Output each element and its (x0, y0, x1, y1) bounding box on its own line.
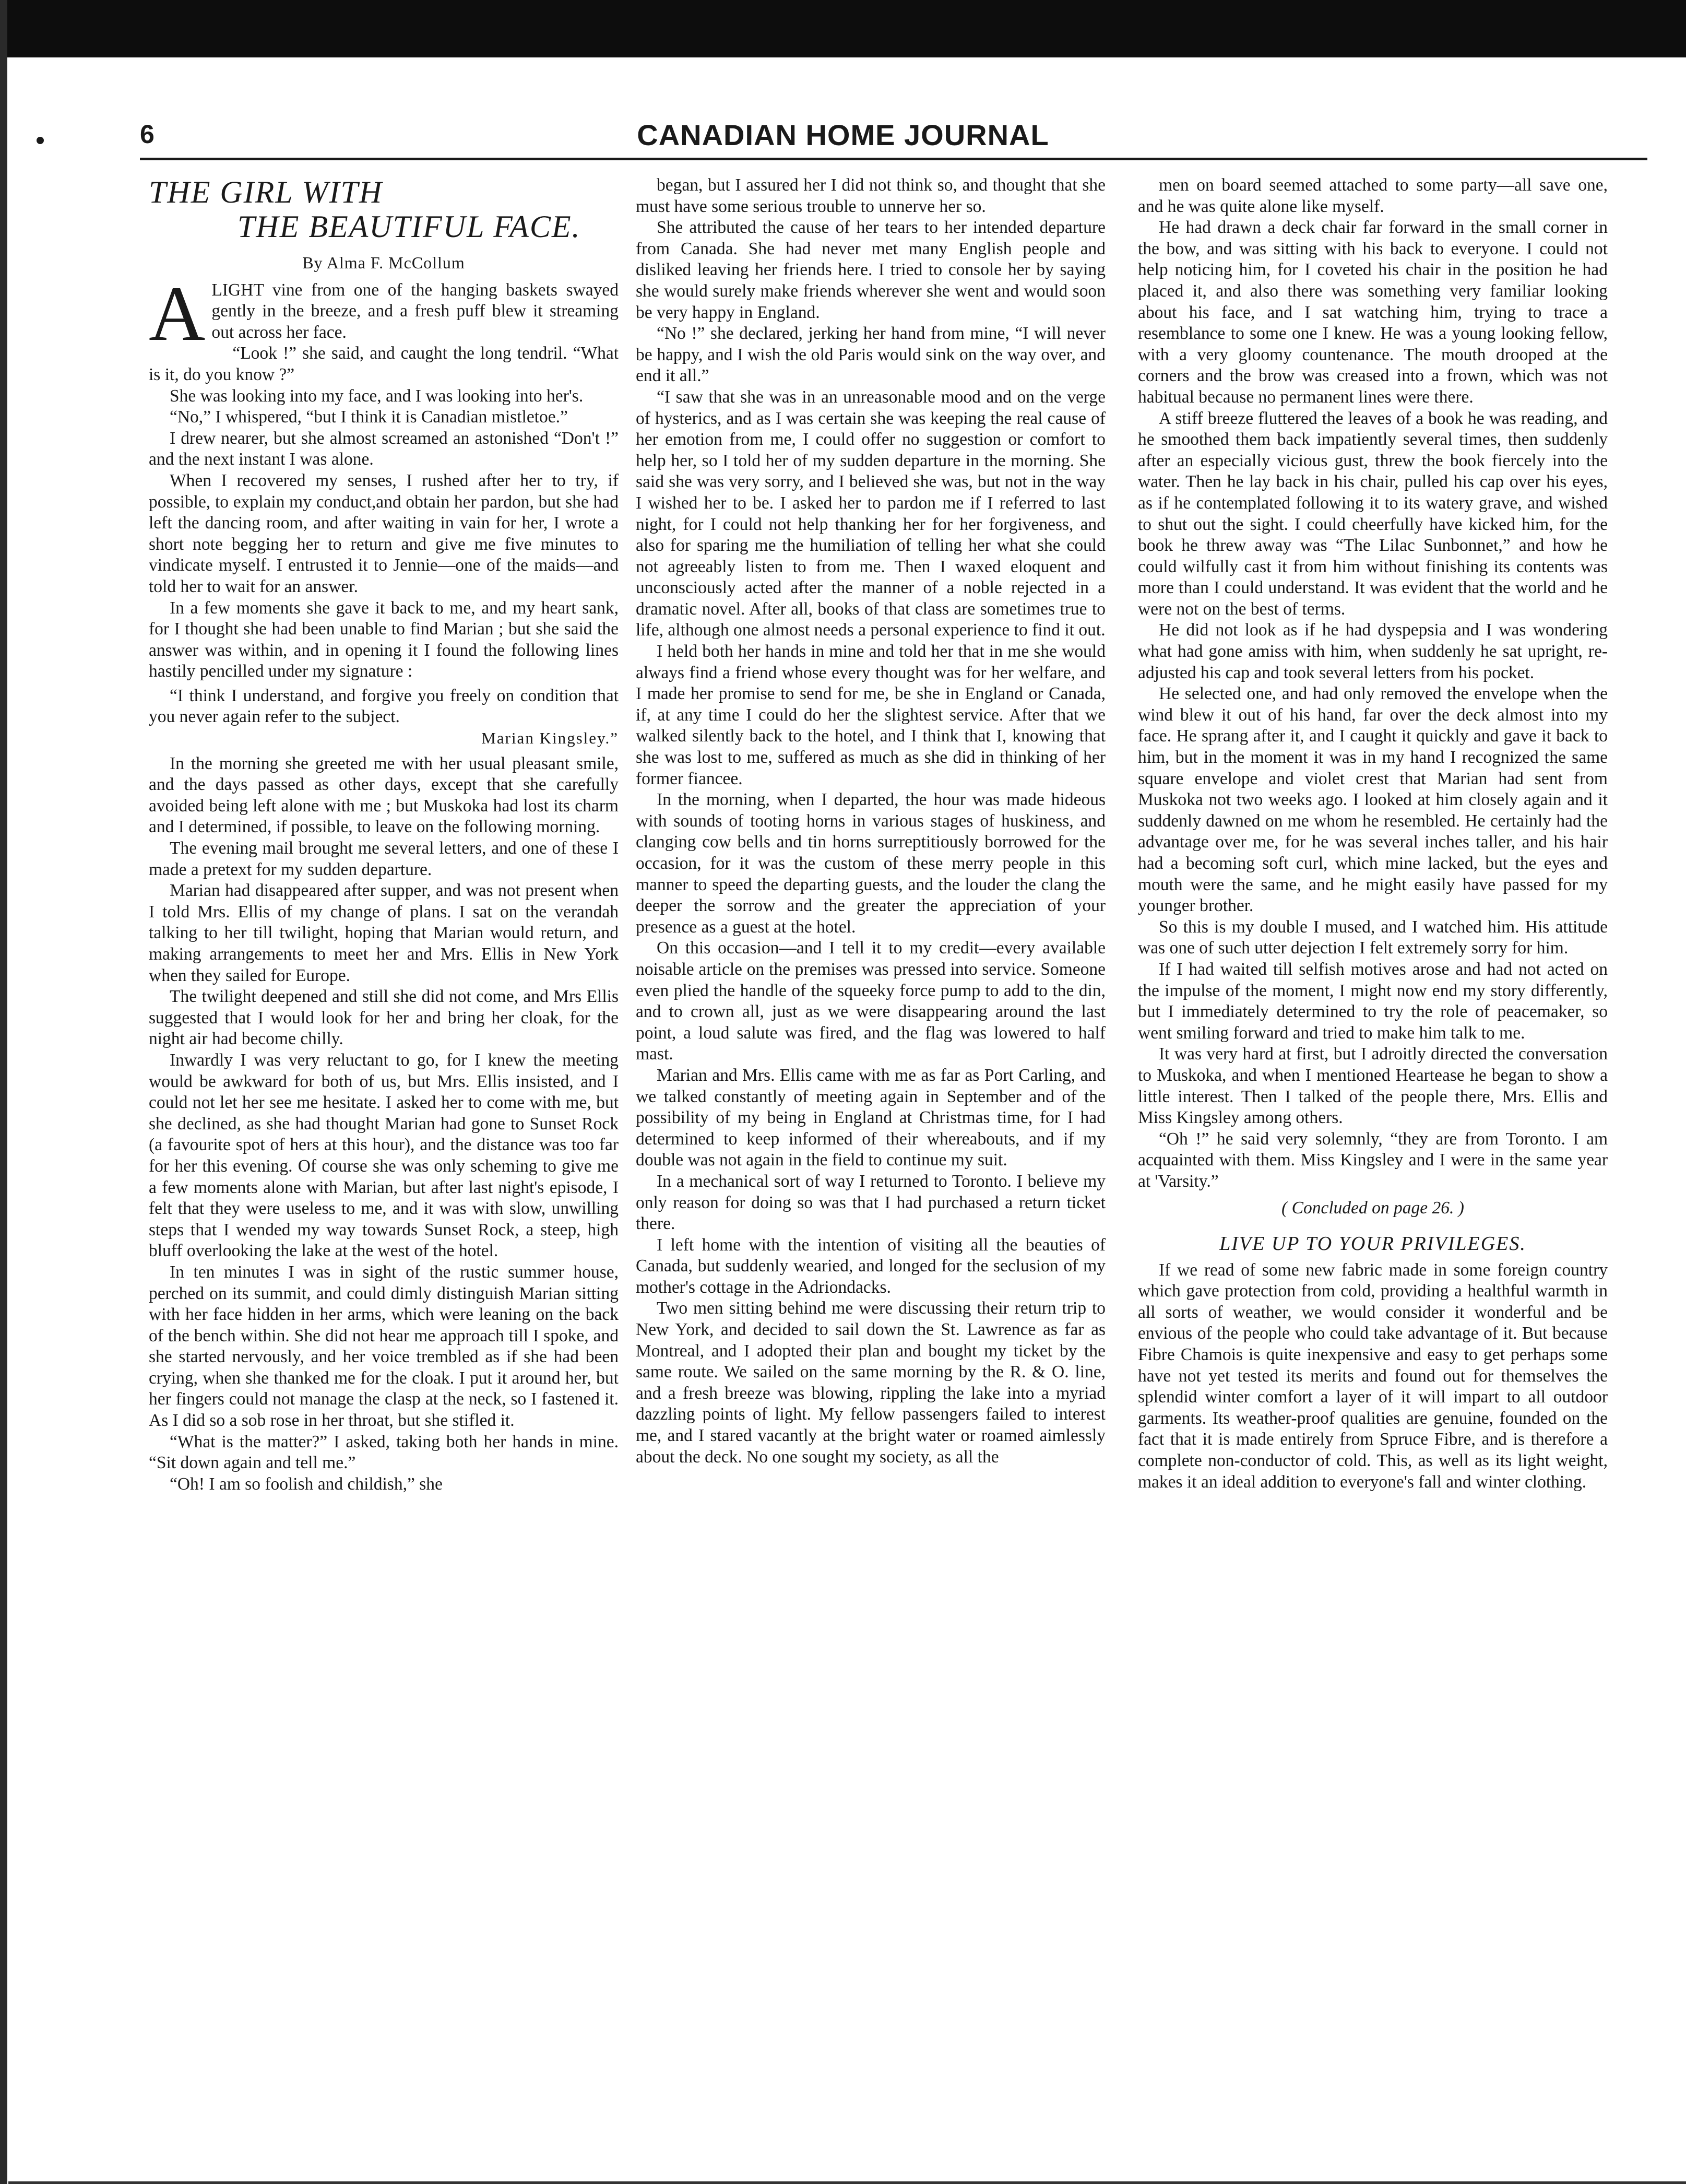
scan-left-border (0, 0, 7, 2184)
story-paragraph: “I saw that she was in an unreasonable mood and on the verge of hysterics, and as I was certain she was keeping the real cause of her emotion from me, I could offer no suggestion or comfort to help her, so I told her of my sudden departure in the morning. She said she was very sorry, and I believed she was, but not in the way I wished her to be. I asked her to pardon me if I referred to last night, for I could not help thanking her for her forgiveness, and also for sparing me the humiliation of telling her what she could not agreeably listen to from me. Then I waxed eloquent and unconsciously acted after the manner of a noble rejected in a dramatic novel. After all, books of that class are sometimes true to life, although one almost needs a personal experience to find it out. (636, 387, 1106, 640)
story-paragraph: “No !” she declared, jerking her hand from mine, “I will never be happy, and I wish the old Paris would sink on the way over, and end it all.” (636, 324, 1106, 386)
column-3-paragraphs (1138, 175, 1608, 1193)
story-title-line-2: THE BEAUTIFUL FACE. (238, 209, 581, 244)
story-title-line-1: THE GIRL WITH (149, 175, 383, 209)
story-paragraph: “No,” I whispered, “but I think it is Canadian mistletoe.” (170, 407, 568, 427)
story-paragraph: “Oh !” he said very solemnly, “they are from Toronto. I am acquainted with them. Miss Kingsley and I were in the same year at 'Varsity.” (1138, 1129, 1608, 1191)
story-paragraph: She was looking into my face, and I was looking into her's. (170, 386, 584, 406)
story-paragraph: The evening mail brought me several letters, and one of these I made a pretext for my sudden departure. (149, 839, 619, 879)
story-paragraph: men on board seemed attached to some party—all save one, and he was quite alone like myself. (1138, 175, 1608, 216)
story-paragraph: In a few moments she gave it back to me, and my heart sank, for I thought she had been unable to find Marian ; but she said the answer was within, and in opening it I found the following lines hastily pencilled under my signature : (149, 598, 619, 681)
story-paragraph: On this occasion—and I tell it to my credit—every available noisable article on the premises was pressed into service. Someone even plied the handle of the squeeky force pump to add to the din, and to crown all, just as we were disappearing around the last point, a loud salute was fired, and the flag was lowered to half mast. (636, 938, 1106, 1064)
story-paragraph: Marian and Mrs. Ellis came with me as far as Port Carling, and we talked constantly of meeting again in September and of the possibility of my being in England at Christmas time, for I had determined to keep informed of their whereabouts, and if my double was not again in the field to continue my suit. (636, 1065, 1106, 1170)
quoted-note-signature: Marian Kingsley.” (481, 729, 619, 748)
story-paragraph: In the morning she greeted me with her usual pleasant smile, and the days passed as other days, except that she carefully avoided being left alone with me ; but Muskoka had lost its charm and I determined, if possible, to leave on the following morning. (149, 753, 619, 837)
continued-note: ( Concluded on page 26. ) (1281, 1198, 1464, 1218)
journal-title: CANADIAN HOME JOURNAL (637, 119, 1049, 151)
story-paragraph: “What is the matter?” I asked, taking both her hands in mine. “Sit down again and tell me.” (149, 1432, 619, 1473)
story-paragraph: began, but I assured her I did not think so, and thought that she must have some serious trouble to unnerve her so. (636, 175, 1106, 216)
story-paragraph: I drew nearer, but she almost screamed an astonished “Don't !” and the next instant I was alone. (149, 428, 619, 469)
story-paragraph: The twilight deepened and still she did not come, and Mrs Ellis suggested that I would look for her and bring her cloak, for the night air had become chilly. (149, 987, 619, 1049)
opening-paragraph (149, 270, 619, 357)
scan-top-border (0, 0, 1686, 57)
story-paragraph: She attributed the cause of her tears to her intended departure from Canada. She had never met many English people and disliked leaving her friends here. I tried to console her by saying she would surely make friends wherever she went and would soon be very happy in England. (636, 218, 1106, 322)
header-rule (140, 158, 1647, 160)
drop-cap: A (149, 270, 206, 357)
story-paragraph: “Oh! I am so foolish and childish,” she (170, 1474, 443, 1494)
scan-bottom-border (8, 2181, 1686, 2184)
story-paragraph: So this is my double I mused, and I watched him. His attitude was one of such utter dejection I felt extremely sorry for him. (1138, 917, 1608, 958)
story-paragraph: He did not look as if he had dyspepsia and I was wondering what had gone amiss with him, when suddenly he sat upright, re-adjusted his cap and took several letters from his pocket. (1138, 620, 1608, 682)
column-2 (636, 175, 1106, 2169)
story-paragraph: He had drawn a deck chair far forward in the small corner in the bow, and was sitting with his back to everyone. I could not help noticing him, for I coveted his chair in the position he had placed it, and also there was something very familiar looking about his face, and I sat watching him, trying to trace a resemblance to some one I knew. He was a young looking fellow, with a very gloomy countenance. The mouth drooped at the corners and the brow was creased into a frown, which was not habitual because no permanent lines were there. (1138, 218, 1608, 407)
story-paragraph: It was very hard at first, but I adroitly directed the conversation to Muskoka, and when I mentioned Heartease he began to show a little interest. Then I talked of the people there, Mrs. Ellis and Miss Kingsley among others. (1138, 1044, 1608, 1128)
story-paragraph: He selected one, and had only removed the envelope when the wind blew it out of his hand, far over the deck almost into my face. He sprang after it, and I caught it quickly and gave it back to him, but in the moment it was in my hand I recognized the same square envelope and violet crest that Marian had sent from Muskoka not two weeks ago. I looked at him closely again and it suddenly dawned on me whom he resembled. He certainly had the advantage over me, for he was several inches taller, and his hair had a becoming soft curl, which mine lacked, but the eyes and mouth were the same, and he might easily have passed for my younger brother. (1138, 684, 1608, 916)
byline: By Alma F. McCollum (302, 253, 465, 272)
sidebar-article-body: If we read of some new fabric made in some foreign country which gave protection from cold, providing a healthful warmth in all sorts of weather, we would consider it wonderful and be envious of the people who could take advantage of it. But because Fibre Chamois is quite inexpensive and easy to get perhaps some have not yet tested its merits and found out for themselves the splendid winter comfort a layer of it will impart to all outdoor garments. Its weather-proof qualities are genuine, founded on the fact that it is made entirely from Spruce Fibre, and is therefore a complete non-conductor of cold. This, as well as its light weight, makes it an ideal addition to everyone's fall and winter clothing. (1138, 1260, 1608, 1492)
quoted-note (149, 686, 619, 749)
story-paragraph: I held both her hands in mine and told her that in me she would always find a friend whose every thought was for her welfare, and I made her promise to send for me, be she in England or Canada, if, at any time I could do her the slightest service. After that we walked silently back to the hotel, and I think that I, knowing that she was lost to me, suffered as much as she did in thinking of her former fiancee. (636, 642, 1106, 788)
story-paragraph: When I recovered my senses, I rushed after her to try, if possible, to explain my conduct,and obtain her pardon, but she had left the dancing room, and after waiting in vain for her, I wrote a short note begging her to return and give me five minutes to vindicate myself. I entrusted it to Jennie—one of the maids—and told her to wait for an answer. (149, 470, 619, 596)
column-3 (1138, 175, 1608, 2169)
column-1 (149, 175, 619, 2169)
story-paragraph: In the morning, when I departed, the hour was made hideous with sounds of tooting horns in various stages of huskiness, and clanging cow bells and tin horns surreptitiously borrowed for the occasion, for it was the custom of these merry people in this manner to speed the departing guests, and the louder the clang the deeper the sorrow and the greater the appreciation of your presence as a guest at the hotel. (636, 790, 1106, 937)
story-paragraph: A stiff breeze fluttered the leaves of a book he was reading, and he smoothed them back impatiently several times, then suddenly after an especially vicious gust, threw the book fiercely into the water. Then he lay back in his chair, pulled his cap over his eyes, as if he contemplated following it to its watery grave, and wished to shut out the sight. I could cheerfully have kicked him, for the book he threw away was “The Lilac Sunbonnet,” and how he could wilfully cast it from him without finishing its contents was more than I could understand. It was evident that the world and he were not on the best of terms. (1138, 408, 1608, 619)
story-paragraph: If I had waited till selfish motives arose and had not acted on the impulse of the moment, I might now end my story differently, but I immediately determined to try the role of peacemaker, so went smiling forward and tried to make him talk to me. (1138, 959, 1608, 1043)
story-paragraph: In ten minutes I was in sight of the rustic summer house, perched on its summit, and could dimly distinguish Marian sitting with her face hidden in her arms, which were leaning on the back of the bench within. She did not hear me approach till I spoke, and she started nervously, and her voice trembled as if she had been crying, when she thanked me for the cloak. I put it around her, but her fingers could not manage the clasp at the neck, so I fastened it. As I did so a sob rose in her throat, but she stifled it. (149, 1262, 619, 1431)
story-paragraph: Two men sitting behind me were discussing their return trip to New York, and decided to sail down the St. Lawrence as far as Montreal, and I adopted their plan and bought my ticket by the same route. We sailed on the same morning by the R. & O. line, and a fresh breeze was blowing, rippling the lake into a myriad dazzling points of light. My fellow passengers failed to interest me, and I stared vacantly at the bright water or roamed aimlessly about the deck. No one sought my society, as all the (636, 1298, 1106, 1467)
story-title (149, 175, 619, 244)
column-1-paragraphs-a (149, 343, 619, 682)
story-paragraph: In a mechanical sort of way I returned to Toronto. I believe my only reason for doing so was that I had purchased a return ticket there. (636, 1171, 1106, 1234)
story-paragraph: I left home with the intention of visiting all the beauties of Canada, but suddenly wearied, and longed for the seclusion of my mother's cottage in the Adriondacks. (636, 1235, 1106, 1297)
story-paragraph: Inwardly I was very reluctant to go, for I knew the meeting would be awkward for both of us, but Mrs. Ellis insisted, and I could not let her see me hesitate. I asked her to come with me, but she declined, as she had thought Marian had gone to Sunset Rock (a favourite spot of hers at this hour), and the distance was too far for her this evening. Of course she was only scheming to give me a few moments alone with Marian, but after last night's episode, I felt that they were useless to me, and it was with slow, unwilling steps that I wended my way towards Sunset Rock, a steep, high bluff overlooking the lake at the west of the hotel. (149, 1050, 619, 1261)
story-paragraph: “Look !” she said, and caught the long tendril. “What is it, do you know ?” (149, 344, 619, 384)
page-number: 6 (140, 120, 155, 149)
column-2-paragraphs (636, 175, 1106, 1468)
opening-paragraph-text: LIGHT vine from one of the hanging baskets swayed gently in the breeze, and a fresh puff blew it streaming out across her face. (211, 280, 619, 342)
story-paragraph: Marian had disappeared after supper, and was not present when I told Mrs. Ellis of my change of plans. I sat on the verandah talking to her till twilight, hoping that Marian would return, and making arrangements to meet her and Mrs. Ellis in New York when they sailed for Europe. (149, 881, 619, 985)
quoted-note-text: “I think I understand, and forgive you freely on condition that you never again refer to the subject. (149, 686, 619, 727)
column-1-paragraphs-b (149, 753, 619, 1495)
sidebar-article-title: LIVE UP TO YOUR PRIVILEGES. (1219, 1233, 1526, 1255)
